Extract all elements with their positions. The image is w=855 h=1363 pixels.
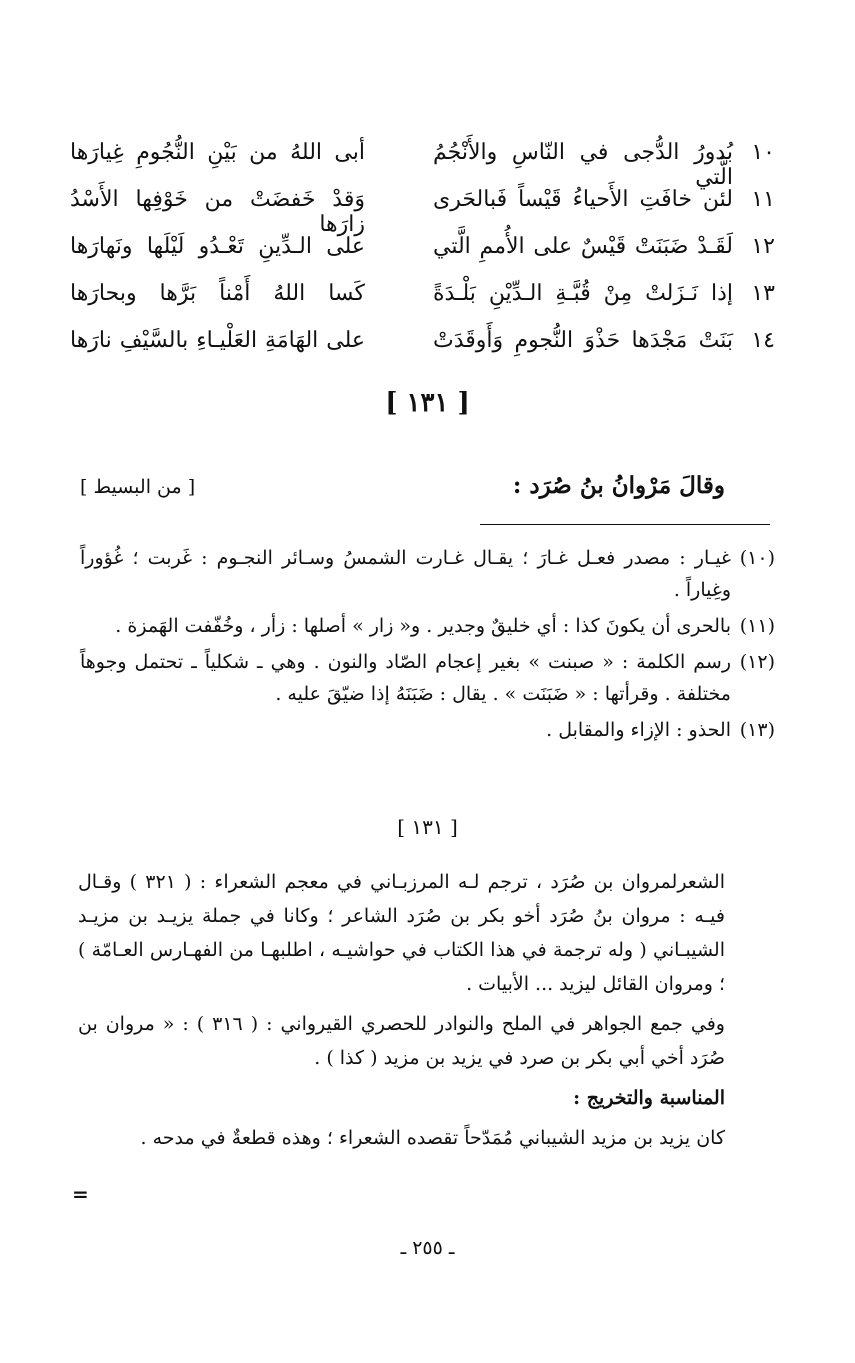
- verse-second-hemistich: وَقدْ خَفضَتْ من خَوْفِها الأَسْدُ زارَها: [70, 187, 365, 237]
- verse-second-hemistich: أبى اللهُ من بَيْنِ النُّجُومِ غِيارَها: [70, 140, 365, 165]
- footnote-text: رسم الكلمة : « صبنت » بغير إعجام الصّاد والنون . وهي ـ شكلياً ـ تحتمل وجوهاً مختلفة . وقرأتها : « ضَبَنَت » . يقال : ضَبَنَهُ إذا ضيّقَ عليه .: [80, 651, 731, 705]
- footnote: [80, 542, 775, 606]
- verse-first-hemistich: لئن خافَتِ الأَحياءُ قَيْساً فَبالحَرى: [433, 187, 733, 212]
- commentary-paragraph: كان يزيد بن مزيد الشيباني مُمَدّحاً تقصده الشعراء ؛ وهذه قطعةٌ في مدحه .: [140, 1127, 725, 1149]
- commentary-paragraph: الشعرلمروان بن صُرَد ، ترجم لـه المرزبـاني في معجم الشعراء : ( ٣٢١ ) وقـال فيـه : مروان بنُ صُرَد أخو بكر بن صُرَد الشاعر ؛ وكانا في جملة يزيـد بن مزيـد الشيبـاني ( وله ترجمة في هذا الكتاب في حواشيـه ، اطلبهـا من الفهـارس العـامّة ) ؛ ومروان القائل ليزيد ... الأبيات .: [78, 871, 725, 995]
- verse-second-hemistich: كَسا اللهُ أَمْناً بَرَّها وبحارَها: [70, 281, 365, 306]
- verse-first-hemistich: إذا نَـزَلتْ مِنْ قُبَّـةِ الـدِّيْنِ بَلْـدَةً: [433, 281, 733, 306]
- footnote-text: غيـار : مصدر فعـل غـارَ ؛ يقـال غـارت الشمسُ وسـائر النجـوم : غَربت ؛ غُؤوراً وغِياراً .: [80, 547, 731, 601]
- poem-intro-row: [80, 472, 725, 499]
- footnote-divider: [480, 524, 770, 525]
- poem-number: [ ١٣١ ]: [385, 388, 470, 418]
- verse-number: ١٠: [751, 140, 775, 165]
- footnote-text: بالحرى أن يكونَ كذا : أي خليقٌ وجدير . و« زار » أصلها : زأر ، وخُفّفت الهَمزة .: [115, 615, 731, 637]
- verse: [70, 140, 775, 190]
- commentary-paragraph: وفي جمع الجواهر في الملح والنوادر للحصري القيرواني : ( ٣١٦ ) : « مروان بن صُرَد أخي أبي بكر بن صرد في يزيد بن مزيد ( كذا ) .: [78, 1013, 725, 1069]
- footnote: [80, 646, 775, 710]
- verse: [70, 234, 775, 281]
- commentary-heading: المناسبة والتخريج :: [573, 1087, 725, 1109]
- verse-number: ١٢: [751, 234, 775, 259]
- commentary: [78, 865, 725, 1161]
- footnote-number: (١٢): [739, 651, 775, 673]
- verse: [70, 187, 775, 237]
- verse-first-hemistich: بَنَتْ مَجْدَها حَذْوَ النُّجومِ وَأَوقَدَتْ: [433, 328, 733, 353]
- verse-number: ١٣: [751, 281, 775, 306]
- section-number: [ ١٣١ ]: [397, 815, 458, 839]
- footnote-number: (١٣): [739, 719, 775, 741]
- verse: [70, 281, 775, 328]
- verse-second-hemistich: على الهَامَةِ العَلْيـاءِ بالسَّيْفِ نارَها: [70, 328, 365, 353]
- footnote-text: الحذو : الإزاء والمقابل .: [546, 719, 731, 741]
- poem: [70, 140, 775, 375]
- page-number: ـ ٢٥٥ ـ: [400, 1237, 455, 1259]
- footnote: [80, 610, 775, 642]
- verse-second-hemistich: على الـدِّينِ تَعْـدُو لَيْلَها ونَهارَها: [70, 234, 365, 259]
- footnotes: [80, 542, 775, 750]
- verse-number: ١٤: [751, 328, 775, 353]
- verse-number: ١١: [751, 187, 775, 212]
- footnote-number: (١٠): [739, 547, 775, 569]
- poem-intro: وقالَ مَرْوانُ بنُ صُرَد :: [512, 472, 725, 499]
- verse-first-hemistich: بُدورُ الدُّجى في النّاسِ والأَنْجُمُ الَّتي: [433, 140, 733, 190]
- footnote: [80, 714, 775, 746]
- verse-first-hemistich: لَقَـدْ ضَبَنَتْ قَيْسٌ على الأُممِ الَّتي: [433, 234, 733, 259]
- poem-meter: [ من البسيط ]: [80, 476, 196, 498]
- footnote-number: (١١): [739, 615, 775, 637]
- continuation-mark: =: [72, 1182, 89, 1206]
- verse: [70, 328, 775, 375]
